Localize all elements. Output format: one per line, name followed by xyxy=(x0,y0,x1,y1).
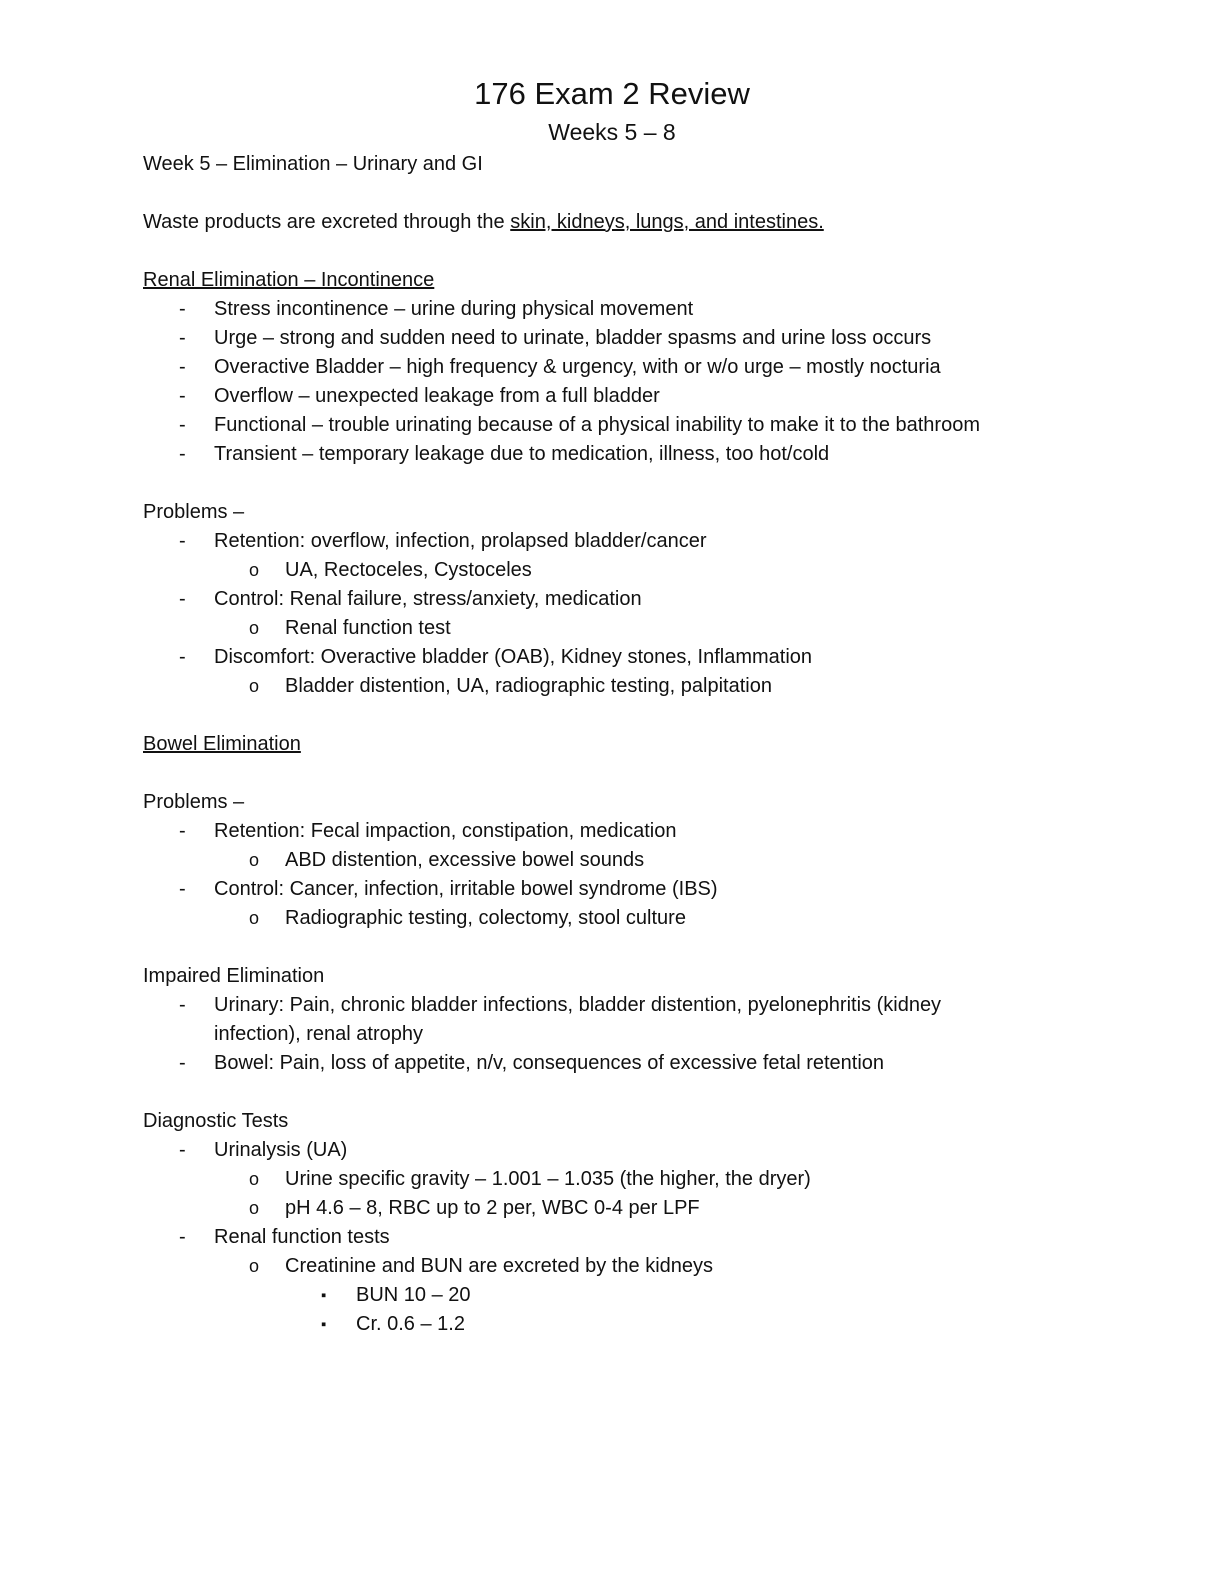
list-item-text: Bowel: Pain, loss of appetite, n/v, consequences of excessive fetal retention xyxy=(214,1052,885,1074)
renal-heading-text: Renal Elimination – Incontinence xyxy=(143,269,435,291)
list-item-text: Overactive Bladder – high frequency & urgency, with or w/o urge – mostly nocturia xyxy=(214,356,941,378)
renal-list-item xyxy=(143,295,1133,324)
circle-bullet-icon: o xyxy=(249,1256,260,1276)
list-item-text: UA, Rectoceles, Cystoceles xyxy=(285,559,532,581)
list-item-text: Bladder distention, UA, radiographic testing, palpitation xyxy=(285,675,772,697)
document-body xyxy=(143,150,1133,1339)
bowel-heading-text: Bowel Elimination xyxy=(143,733,301,755)
list-item-text: Overflow – unexpected leakage from a full bladder xyxy=(214,385,660,407)
renal-problems-heading: Problems – xyxy=(143,501,245,523)
dash-bullet: - xyxy=(179,327,186,349)
list-item-text: Renal function test xyxy=(285,617,451,639)
renal-list-item xyxy=(143,353,1133,382)
list-item-text: Retention: overflow, infection, prolapsed bladder/cancer xyxy=(214,530,707,552)
list-item-text: Control: Renal failure, stress/anxiety, medication xyxy=(214,588,642,610)
circle-bullet-icon: o xyxy=(249,618,260,638)
renal-problem-item xyxy=(143,643,1133,672)
intro-underlined-text: skin, kidneys, lungs, and intestines. xyxy=(510,211,824,233)
impaired-item-continuation xyxy=(143,1020,1133,1049)
dash-bullet: - xyxy=(179,1052,186,1074)
renal-heading xyxy=(143,266,1133,295)
dash-bullet: - xyxy=(179,820,186,842)
spacer xyxy=(143,237,1133,266)
diagnostic-heading: Diagnostic Tests xyxy=(143,1110,289,1132)
list-item-text: Urine specific gravity – 1.001 – 1.035 (the higher, the dryer) xyxy=(285,1168,811,1190)
diagnostic-item xyxy=(143,1223,1133,1252)
circle-bullet-icon: o xyxy=(249,560,260,580)
diagnostic-item xyxy=(143,1136,1133,1165)
list-item-text: Cr. 0.6 – 1.2 xyxy=(356,1313,465,1335)
renal-list-item xyxy=(143,440,1133,469)
week-heading: Week 5 – Elimination – Urinary and GI xyxy=(143,153,483,175)
spacer xyxy=(143,469,1133,498)
dash-bullet: - xyxy=(179,356,186,378)
list-item-text: Renal function tests xyxy=(214,1226,390,1248)
spacer xyxy=(143,759,1133,788)
bowel-problems-heading: Problems – xyxy=(143,791,245,813)
dash-bullet: - xyxy=(179,385,186,407)
spacer xyxy=(143,933,1133,962)
list-item-text: Discomfort: Overactive bladder (OAB), Kidney stones, Inflammation xyxy=(214,646,813,668)
circle-bullet-icon: o xyxy=(249,1169,260,1189)
intro-paragraph xyxy=(143,208,1133,237)
bowel-problem-item xyxy=(143,875,1133,904)
circle-bullet-icon: o xyxy=(249,1198,260,1218)
renal-problem-subitem xyxy=(143,614,1133,643)
impaired-heading: Impaired Elimination xyxy=(143,965,325,987)
dash-bullet: - xyxy=(179,1226,186,1248)
list-item-text: BUN 10 – 20 xyxy=(356,1284,471,1306)
list-item-text: pH 4.6 – 8, RBC up to 2 per, WBC 0-4 per LPF xyxy=(285,1197,700,1219)
dash-bullet: - xyxy=(179,414,186,436)
circle-bullet-icon: o xyxy=(249,850,260,870)
list-item-text: Radiographic testing, colectomy, stool culture xyxy=(285,907,686,929)
renal-problem-item xyxy=(143,585,1133,614)
diagnostic-subitem xyxy=(143,1252,1133,1281)
dash-bullet: - xyxy=(179,994,186,1016)
renal-list-item xyxy=(143,411,1133,440)
renal-list-item xyxy=(143,382,1133,411)
lab-value-item xyxy=(143,1281,1133,1310)
list-item-text: Urinary: Pain, chronic bladder infections, bladder distention, pyelonephritis (kidney xyxy=(214,994,942,1016)
square-bullet-icon: ▪ xyxy=(321,1287,327,1304)
impaired-item xyxy=(143,1049,1133,1078)
list-item-text: ABD distention, excessive bowel sounds xyxy=(285,849,645,871)
renal-problem-item xyxy=(143,527,1133,556)
list-item-text: Stress incontinence – urine during physical movement xyxy=(214,298,694,320)
renal-list-item xyxy=(143,324,1133,353)
square-bullet-icon: ▪ xyxy=(321,1316,327,1333)
list-item-text: Control: Cancer, infection, irritable bowel syndrome (IBS) xyxy=(214,878,718,900)
circle-bullet-icon: o xyxy=(249,676,260,696)
intro-text: Waste products are excreted through the xyxy=(143,211,511,233)
spacer xyxy=(143,179,1133,208)
dash-bullet: - xyxy=(179,646,186,668)
list-item-text: Urge – strong and sudden need to urinate, bladder spasms and urine loss occurs xyxy=(214,327,932,349)
bowel-problem-subitem xyxy=(143,846,1133,875)
dash-bullet: - xyxy=(179,530,186,552)
dash-bullet: - xyxy=(179,443,186,465)
diagnostic-subitem xyxy=(143,1165,1133,1194)
spacer xyxy=(143,701,1133,730)
renal-problem-subitem xyxy=(143,672,1133,701)
lab-value-item xyxy=(143,1310,1133,1339)
renal-problem-subitem xyxy=(143,556,1133,585)
bowel-problem-subitem xyxy=(143,904,1133,933)
dash-bullet: - xyxy=(179,588,186,610)
page-subtitle: Weeks 5 – 8 xyxy=(548,119,676,145)
bowel-problem-item xyxy=(143,817,1133,846)
impaired-item xyxy=(143,991,1133,1020)
dash-bullet: - xyxy=(179,1139,186,1161)
diagnostic-subitem xyxy=(143,1194,1133,1223)
list-item-text: Creatinine and BUN are excreted by the kidneys xyxy=(285,1255,714,1277)
dash-bullet: - xyxy=(179,298,186,320)
circle-bullet-icon: o xyxy=(249,908,260,928)
dash-bullet: - xyxy=(179,878,186,900)
bowel-heading xyxy=(143,730,1133,759)
list-item-text: Functional – trouble urinating because of a physical inability to make it to the bathroom xyxy=(214,414,980,436)
list-item-text: Transient – temporary leakage due to medication, illness, too hot/cold xyxy=(214,443,830,465)
list-item-text: Retention: Fecal impaction, constipation, medication xyxy=(214,820,677,842)
spacer xyxy=(143,1078,1133,1107)
list-item-text: Urinalysis (UA) xyxy=(214,1139,348,1161)
list-item-text: infection), renal atrophy xyxy=(214,1023,424,1045)
page-title: 176 Exam 2 Review xyxy=(474,76,750,111)
